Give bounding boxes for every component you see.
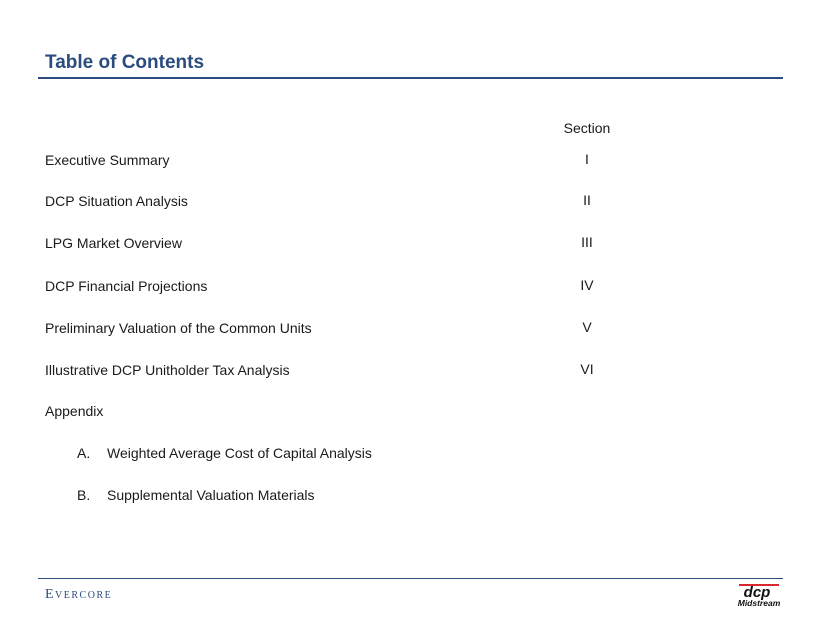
toc-row (45, 403, 645, 423)
toc-section-number: V (582, 319, 592, 335)
footer-divider (38, 578, 783, 579)
appendix-item (77, 487, 315, 503)
appendix-letter: B. (77, 487, 91, 503)
toc-row (45, 320, 645, 340)
toc-label: Preliminary Valuation of the Common Units (45, 320, 312, 336)
toc-label: DCP Situation Analysis (45, 193, 188, 209)
appendix-item (77, 445, 372, 461)
title-divider (38, 77, 783, 79)
toc-label: Illustrative DCP Unitholder Tax Analysis (45, 362, 290, 378)
appendix-label: Weighted Average Cost of Capital Analysis (107, 445, 372, 461)
logo-midstream-text: Midstream (737, 598, 781, 608)
toc-label: LPG Market Overview (45, 235, 182, 251)
toc-label: Appendix (45, 403, 104, 419)
section-column-header: Section (563, 120, 611, 136)
dcp-midstream-logo (730, 582, 786, 608)
toc-label: DCP Financial Projections (45, 278, 208, 294)
appendix-letter: A. (77, 445, 91, 461)
appendix-label: Supplemental Valuation Materials (107, 487, 315, 503)
toc-section-number: IV (580, 277, 594, 293)
toc-row (45, 235, 645, 255)
toc-row (45, 152, 645, 172)
toc-row (45, 193, 645, 213)
toc-row (45, 362, 645, 382)
logo-dcp-text: dcp (743, 584, 771, 601)
toc-section-number: VI (580, 361, 594, 377)
toc-section-number: I (585, 151, 589, 167)
page-title: Table of Contents (45, 52, 205, 73)
toc-section-number: II (583, 192, 591, 208)
toc-row (45, 278, 645, 298)
toc-section-number: III (581, 234, 593, 250)
toc-label: Executive Summary (45, 152, 170, 168)
evercore-logo: Evercore (45, 587, 113, 602)
